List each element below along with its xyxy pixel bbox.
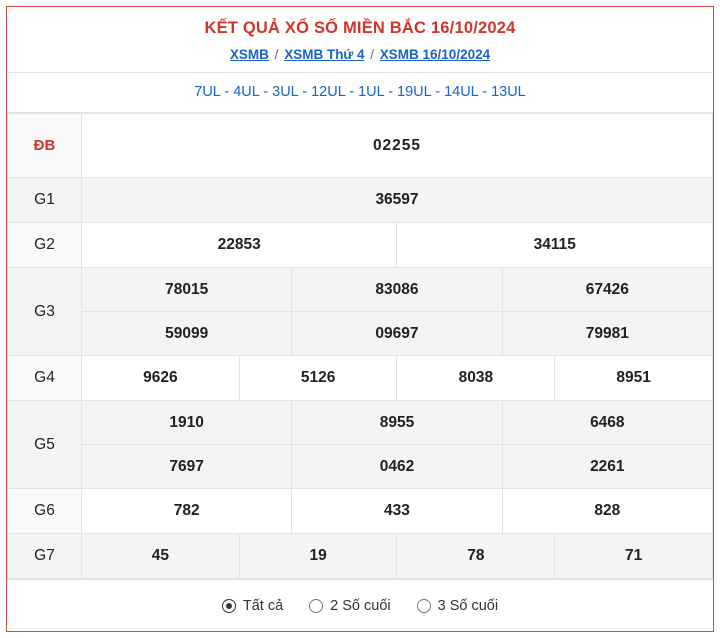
prize-value-g5-2: 8955 (292, 401, 502, 445)
prize-value-g4-2: 5126 (239, 356, 397, 401)
prize-value-g5-6: 2261 (502, 445, 712, 489)
prize-value-g6-1: 782 (82, 489, 292, 534)
prize-value-g3-5: 09697 (292, 312, 502, 356)
prize-value-g3-2: 83086 (292, 268, 502, 312)
result-table (7, 113, 713, 579)
table-row-g5-a (8, 401, 713, 445)
prize-value-g2-2: 34115 (397, 223, 713, 268)
table-row-g1 (8, 178, 713, 223)
radio-label-all: Tất cả (242, 597, 284, 614)
radio-option-2-digits[interactable] (309, 598, 390, 614)
prize-value-g6-3: 828 (502, 489, 712, 534)
page-title: KẾT QUẢ XỔ SỐ MIỀN BẮC 16/10/2024 (204, 19, 516, 37)
card-header (7, 7, 713, 73)
row-label-g3: G3 (8, 268, 82, 356)
prize-value-g5-5: 0462 (292, 445, 502, 489)
radio-label-3-digits: 3 Số cuối (437, 597, 499, 614)
breadcrumb-item-xsmb-date[interactable]: XSMB 16/10/2024 (379, 47, 491, 62)
row-label-db: ĐB (8, 114, 82, 178)
prize-value-g3-6: 79981 (502, 312, 712, 356)
prize-value-g5-1: 1910 (82, 401, 292, 445)
table-row-g2 (8, 223, 713, 268)
row-label-g4: G4 (8, 356, 82, 401)
prize-value-g2-1: 22853 (82, 223, 397, 268)
prize-value-g5-4: 7697 (82, 445, 292, 489)
radio-button-2-digits[interactable] (309, 599, 323, 613)
table-row-g5-b (8, 445, 713, 489)
result-card (6, 6, 714, 632)
table-row-g4 (8, 356, 713, 401)
prize-value-g7-4: 71 (555, 534, 713, 579)
row-label-g2: G2 (8, 223, 82, 268)
radio-label-2-digits: 2 Số cuối (330, 597, 391, 614)
prize-value-g3-3: 67426 (502, 268, 712, 312)
prize-value-g7-2: 19 (239, 534, 397, 579)
breadcrumb (17, 47, 703, 62)
radio-option-3-digits[interactable] (417, 598, 498, 614)
prizes-line: 7UL - 4UL - 3UL - 12UL - 1UL - 19UL - 14UL - 13UL (7, 73, 713, 113)
table-row-g3-a (8, 268, 713, 312)
breadcrumb-separator-1: / (274, 47, 279, 62)
row-label-g1: G1 (8, 178, 82, 223)
table-row-g7 (8, 534, 713, 579)
breadcrumb-item-xsmb-thu-4[interactable]: XSMB Thứ 4 (284, 47, 365, 62)
prize-value-g7-1: 45 (82, 534, 240, 579)
prize-value-g4-1: 9626 (82, 356, 240, 401)
prize-value-g5-3: 6468 (502, 401, 712, 445)
prize-value-db: 02255 (82, 114, 713, 178)
prize-value-g4-4: 8951 (555, 356, 713, 401)
row-label-g6: G6 (8, 489, 82, 534)
radio-option-all[interactable] (222, 598, 283, 614)
table-row-g6 (8, 489, 713, 534)
radio-button-all[interactable] (222, 599, 236, 613)
prize-value-g3-1: 78015 (82, 268, 292, 312)
row-label-g5: G5 (8, 401, 82, 489)
filter-options (7, 579, 713, 631)
breadcrumb-separator-2: / (370, 47, 375, 62)
table-row-g3-b (8, 312, 713, 356)
row-label-g7: G7 (8, 534, 82, 579)
prize-value-g6-2: 433 (292, 489, 502, 534)
radio-button-3-digits[interactable] (417, 599, 431, 613)
table-row-db (8, 114, 713, 178)
prize-value-g7-3: 78 (397, 534, 555, 579)
breadcrumb-item-xsmb[interactable]: XSMB (229, 47, 269, 62)
prize-value-g4-3: 8038 (397, 356, 555, 401)
prize-value-g1-1: 36597 (82, 178, 713, 223)
prize-value-g3-4: 59099 (82, 312, 292, 356)
